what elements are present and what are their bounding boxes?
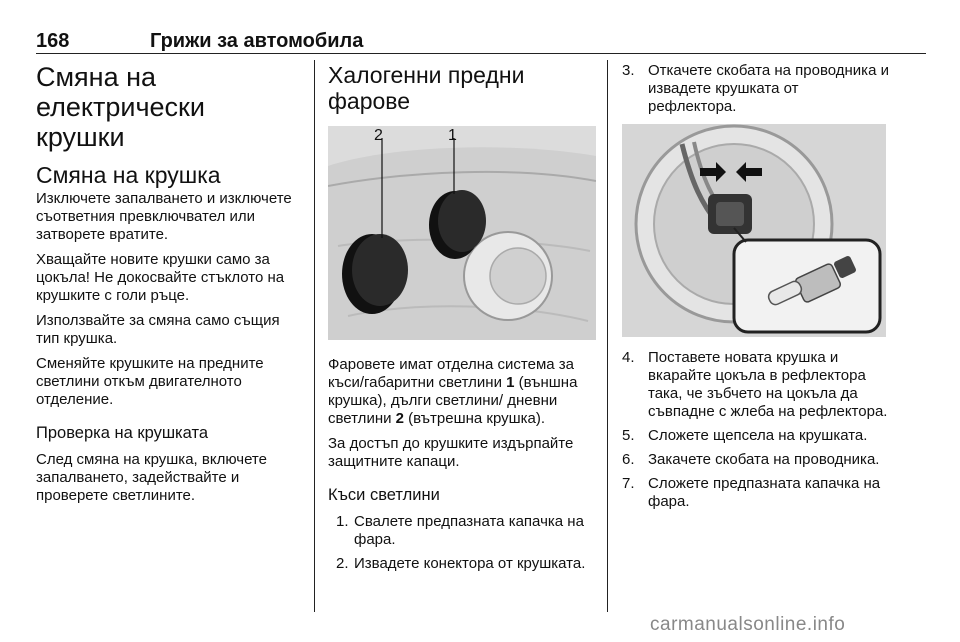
section-title-line2: електрически крушки bbox=[36, 92, 205, 152]
section-title bbox=[36, 62, 300, 152]
page-header bbox=[36, 30, 926, 54]
halogen-headlights-title: Халогенни предни фарове bbox=[328, 62, 525, 114]
access-text: За достъп до крушките издърпайте защитните капаци. bbox=[328, 435, 574, 470]
step-number: 4. bbox=[622, 349, 635, 366]
step-number: 3. bbox=[622, 62, 635, 79]
figure-label-2: 2 bbox=[374, 127, 383, 144]
desc-text: (вътрешна крушка). bbox=[404, 410, 546, 427]
headlight-description bbox=[328, 356, 596, 428]
paragraph: Изключете запалването и изключете съответния превключвател или затворете вратите. bbox=[36, 190, 292, 243]
desc-text: Фаровете имат отделна система за къси/габаритни светлини bbox=[328, 356, 575, 391]
column-divider-2 bbox=[607, 60, 608, 612]
column-2 bbox=[328, 62, 596, 579]
bulb-removal-illustration bbox=[622, 124, 886, 337]
paragraph: Сменяйте крушките на предните светлини откъм двигателното отделение. bbox=[36, 355, 264, 408]
low-beam-steps bbox=[328, 513, 596, 573]
low-beam-heading: Къси светлини bbox=[328, 486, 440, 504]
step-number: 6. bbox=[622, 451, 635, 468]
step-text: Откачете скобата на проводника и извадете крушката от рефлектора. bbox=[648, 62, 889, 115]
chapter-title: Грижи за автомобила bbox=[150, 30, 364, 52]
header-rule bbox=[36, 53, 926, 54]
step-text: Сложете щепсела на крушката. bbox=[648, 427, 868, 444]
desc-text: (външна крушка), дълги светлини/ дневни светлини bbox=[328, 374, 578, 427]
step-item bbox=[622, 451, 890, 469]
desc-ref-1: 1 bbox=[506, 374, 515, 391]
step-number: 2. bbox=[336, 555, 349, 572]
page-number: 168 bbox=[36, 30, 70, 52]
step-text: Поставете новата крушка и вкарайте цокъла в рефлектора така, че зъбчето на цокъла да съвпадне с жлеба на рефлектора. bbox=[648, 349, 888, 420]
step-text: Свалете предпазната капачка на фара. bbox=[354, 513, 584, 548]
watermark: carmanualsonline.info bbox=[650, 614, 846, 635]
step-text: Сложете предпазната капачка на фара. bbox=[648, 475, 881, 510]
step-item bbox=[328, 513, 596, 549]
headlight-illustration bbox=[328, 126, 596, 340]
step-text: Закачете скобата на проводника. bbox=[648, 451, 880, 468]
column-1 bbox=[36, 62, 300, 512]
paragraph: Хващайте новите крушки само за цокъла! Не докосвайте стъклото на крушките с голи ръце. bbox=[36, 251, 285, 304]
step-text: Извадете конектора от крушката. bbox=[354, 555, 586, 572]
section-title-line1: Смяна на bbox=[36, 62, 157, 92]
column-divider-1 bbox=[314, 60, 315, 612]
figure-label-1: 1 bbox=[448, 127, 457, 144]
step-number: 7. bbox=[622, 475, 635, 492]
step-item bbox=[622, 427, 890, 445]
column-3 bbox=[622, 62, 890, 517]
paragraph: Използвайте за смяна само същия тип крушка. bbox=[36, 312, 280, 347]
subsection-title: Смяна на крушка bbox=[36, 162, 221, 188]
steps-after-figure bbox=[622, 349, 890, 511]
step-item bbox=[622, 349, 890, 421]
check-text: След смяна на крушка, включете запалването, задействайте и проверете светлините. bbox=[36, 451, 267, 504]
step-item bbox=[328, 555, 596, 573]
step-item bbox=[622, 62, 890, 116]
steps-before-figure bbox=[622, 62, 890, 116]
check-heading: Проверка на крушката bbox=[36, 424, 209, 442]
step-number: 1. bbox=[336, 513, 349, 530]
desc-ref-2: 2 bbox=[395, 410, 404, 427]
step-item bbox=[622, 475, 890, 511]
step-number: 5. bbox=[622, 427, 635, 444]
